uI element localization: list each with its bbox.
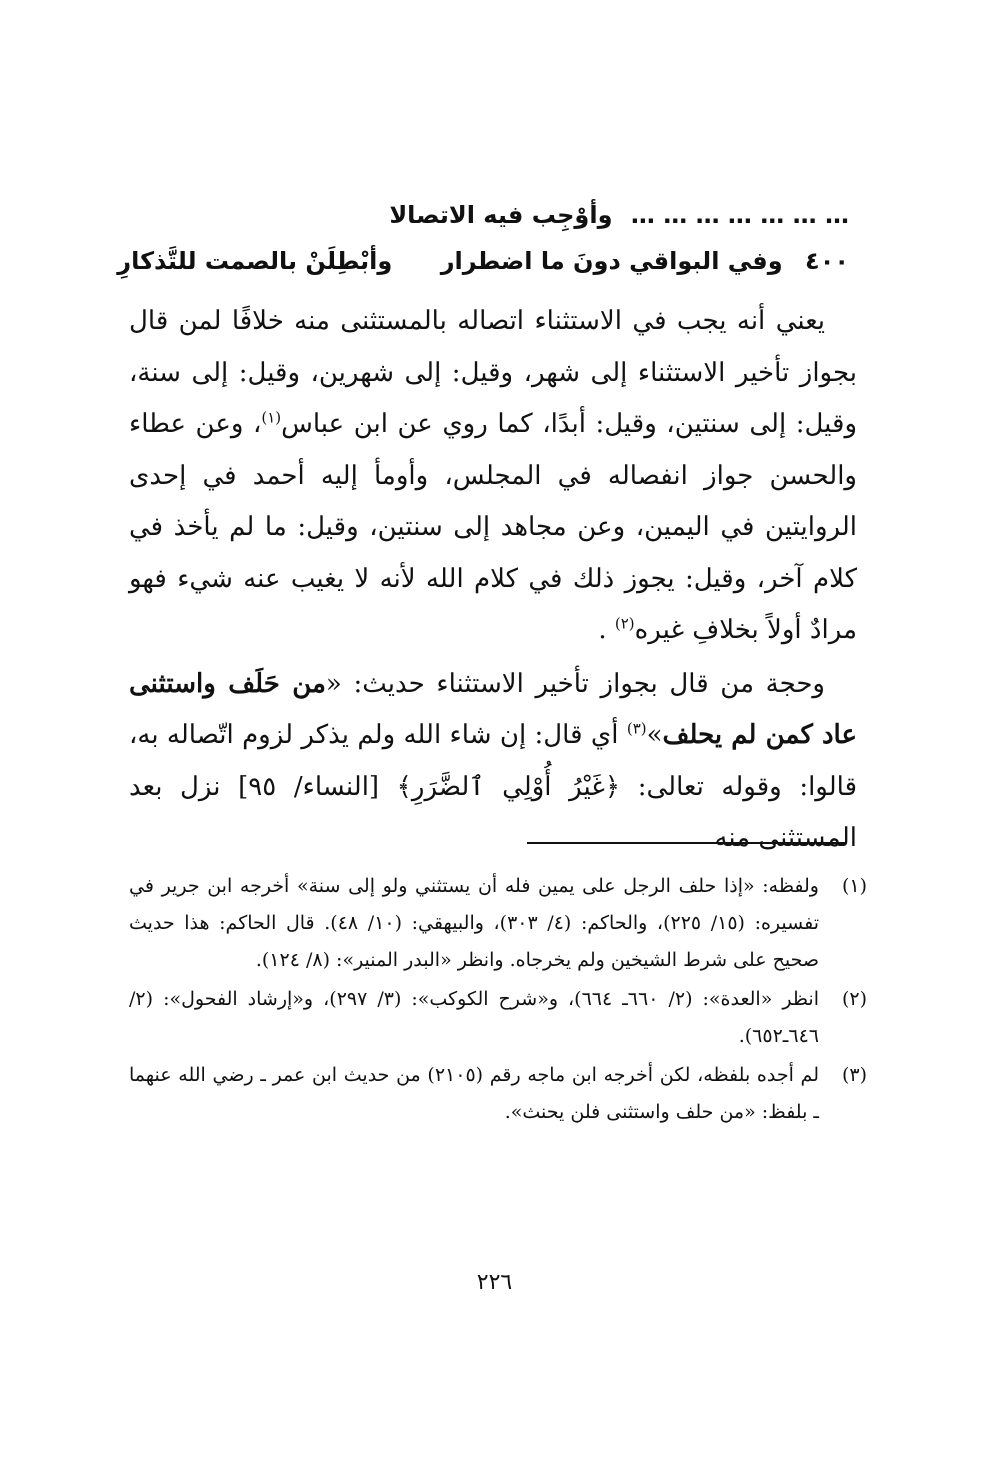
paragraph-text: وحجة من قال بجواز تأخير الاستثناء حديث: « bbox=[325, 668, 825, 699]
commentary-body bbox=[129, 296, 857, 865]
paragraph-1 bbox=[129, 296, 857, 657]
footnote-text: انظر «العدة»: (٢/ ٦٦٠ـ ٦٦٤)، و«شرح الكوكب»: (٣/ ٢٩٧)، و«إرشاد الفحول»: (٢/ ٦٤٦ـ٦٥٢). bbox=[129, 988, 819, 1047]
footnote bbox=[129, 981, 867, 1055]
footnote bbox=[129, 868, 867, 979]
paragraph-2 bbox=[129, 659, 857, 865]
footnote-text: ولفظه: «إذا حلف الرجل على يمين فله أن يستثني ولو إلى سنة» أخرجه ابن جرير في تفسيره: (١٥/ ٢٢٥)، والحاكم: (٤/ ٣٠٣)، والبيهقي: (١٠/ ٤٨). قال الحاكم: هذا حديث صحيح على شرط الشيخين ولم يخرجاه. وانظر «البدر المنير»: (٨/ ١٢٤). bbox=[129, 875, 819, 971]
footnote-divider bbox=[527, 842, 845, 844]
footnote-number: (١) bbox=[841, 875, 867, 897]
paragraph-text: . bbox=[598, 615, 607, 645]
footnote-ref[interactable]: (١) bbox=[261, 408, 282, 427]
paragraph-text: يعني أنه يجب في الاستثناء اتصاله بالمستثنى منه خلافًا لمن قال بجواز تأخير الاستثناء إلى شهر، وقيل: إلى شهرين، وقيل: إلى سنة، وقيل: إلى سنتين، وقيل: أبدًا، كما روي عن ابن عباس bbox=[129, 306, 858, 439]
verse-dots: … … … … … … … bbox=[630, 201, 849, 229]
verse-hemistich-1: وفي البواقي دونَ ما اضطرار bbox=[440, 247, 783, 275]
verse-hemistich: وأوْجِب فيه الاتصالا bbox=[389, 201, 613, 229]
verse-line-2 bbox=[117, 243, 849, 279]
verse-line-1 bbox=[139, 197, 849, 233]
footnote bbox=[129, 1057, 867, 1131]
page-number: ٢٢٦ bbox=[476, 1270, 513, 1295]
footnote-ref[interactable]: (٢) bbox=[614, 614, 635, 633]
footnote-text: لم أجده بلفظه، لكن أخرجه ابن ماجه رقم (٢١٠٥) من حديث ابن عمر ـ رضي الله عنهما ـ بلفظ: «من حلف واستثنى فلن يحنث». bbox=[129, 1064, 819, 1123]
footnote-number: (٣) bbox=[841, 1064, 867, 1086]
paragraph-text: ، وعن عطاء والحسن جواز انفصاله في المجلس، وأومأ إليه أحمد في إحدى الروايتين في اليمين، وعن مجاهد إلى سنتين، وقيل: ما لم يأخذ في كلام آخر، وقيل: يجوز ذلك في كلام الله لأنه لا يغيب عنه شيء فهو مرادٌ أولاً بخلافِ غيره bbox=[129, 409, 857, 645]
footnotes bbox=[129, 868, 867, 1133]
footnote-ref[interactable]: (٣) bbox=[626, 719, 647, 738]
footnote-number: (٢) bbox=[841, 988, 867, 1010]
hadith-text: من حَلَف واستثنى عاد كمن لم يحلف bbox=[129, 668, 857, 750]
verse-number: ٤٠٠ bbox=[805, 247, 849, 275]
verse-hemistich-2: وأبْطِلَنْ بالصمت للتَّذكارِ bbox=[117, 247, 393, 275]
paragraph-text: أي قال: إن شاء الله ولم يذكر لزوم اتّصاله به، قالوا: وقوله تعالى: ﴿غَيْرُ أُوْلِي ٱلضَّرَرِ﴾ [النساء/ ٩٥] نزل بعد المستثنى منه bbox=[129, 720, 858, 853]
paragraph-text: » bbox=[646, 720, 663, 750]
